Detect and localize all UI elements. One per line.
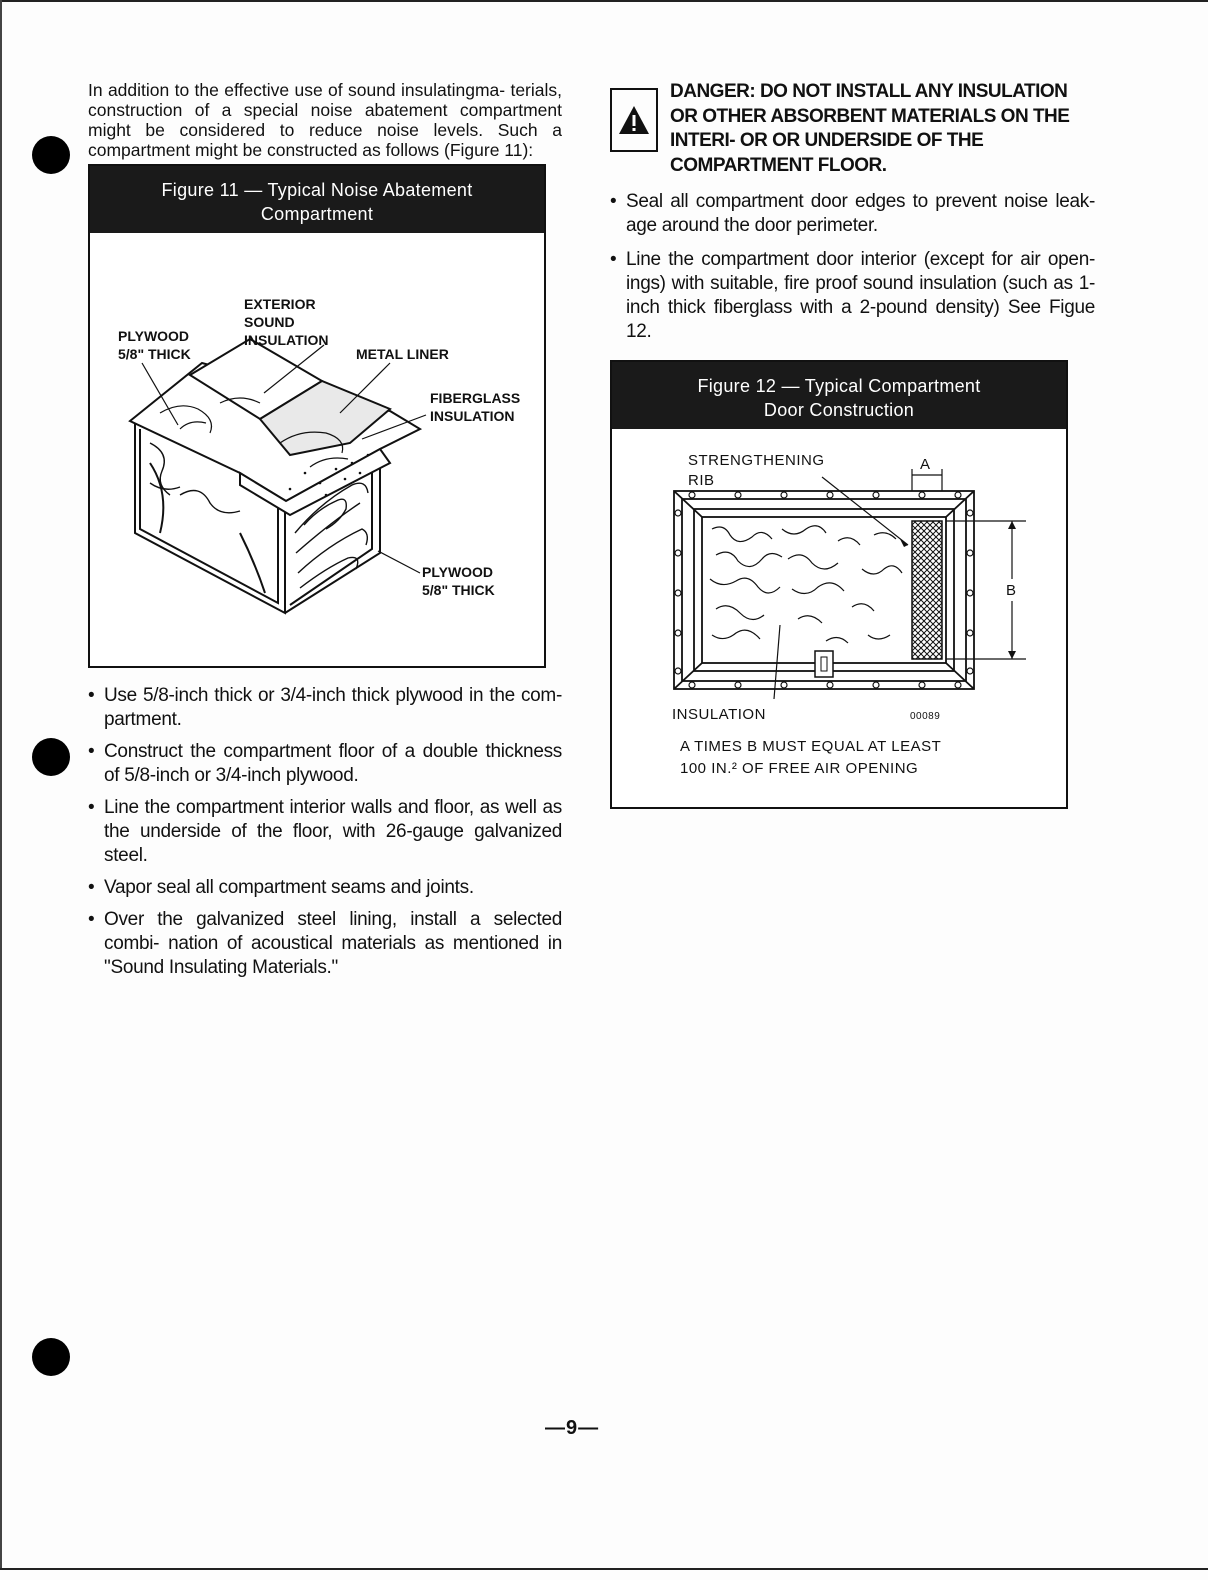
danger-text: DANGER: DO NOT INSTALL ANY INSULATION OR OTHER ABSORBENT MATERIALS ON THE INTERI- OR OR UNDERSIDE OF THE COMPARTMENT FLOOR.: [670, 81, 1070, 176]
list-item: • Line the compartment door interior (except for air open- ings) with suitable, fire proof sound insulation (such as 1- inch thick fiberglass with a 2-pound density) See Figue 12.: [610, 248, 1095, 344]
scan-edge-left: [0, 0, 2, 1568]
note-line2: 100 IN.² OF FREE AIR OPENING: [680, 760, 919, 777]
compartment-illustration: [90, 233, 540, 666]
right-column: [610, 80, 1095, 809]
label-insulation: INSULATION: [672, 706, 766, 723]
list-item: • Line the compartment interior walls and floor, as well as the underside of the floor, with 26-gauge galvanized steel.: [88, 796, 562, 868]
figure-11-title: [90, 166, 544, 233]
intro-paragraph: In addition to the effective use of sound insulatingma- terials, construction of a special noise abatement compartment might be considered to reduce noise levels. Such a compartment might be constructed as follows (Figure 11):: [88, 80, 562, 160]
label-metal-liner: METAL LINER: [356, 346, 449, 362]
label-plywood-bottom-line2: 5/8" THICK: [422, 582, 495, 598]
label-exterior-line2: SOUND: [244, 314, 295, 330]
figure-12-body: [612, 429, 1066, 807]
list-item: • Construct the compartment floor of a double thickness of 5/8-inch or 3/4-inch plywood.: [88, 740, 562, 788]
label-rib: RIB: [688, 472, 715, 489]
danger-notice: [610, 80, 1095, 178]
warning-triangle-icon: [610, 88, 658, 152]
label-fiberglass-line2: INSULATION: [430, 408, 515, 424]
figure-11: [88, 164, 546, 668]
figure-12: [610, 360, 1068, 809]
figure-12-title-line1: Figure 12 — Typical Compartment: [697, 376, 981, 396]
left-column: [88, 80, 562, 988]
label-plywood-bottom-line1: PLYWOOD: [422, 564, 494, 580]
scan-edge-top: [0, 0, 1208, 2]
punch-hole-bottom: [32, 1338, 70, 1376]
strengthening-rib: [912, 521, 942, 659]
figure-11-body: [90, 233, 544, 666]
right-bullet-list: [610, 190, 1095, 344]
page-number: —9—: [545, 1417, 600, 1439]
figure-12-title: [612, 362, 1066, 429]
label-fiberglass-line1: FIBERGLASS: [430, 390, 521, 406]
list-item: • Seal all compartment door edges to prevent noise leak- age around the door perimeter.: [610, 190, 1095, 238]
label-dimension-a: A: [920, 456, 931, 473]
figure-11-title-line1: Figure 11 — Typical Noise Abatement: [161, 180, 473, 200]
list-item: • Use 5/8-inch thick or 3/4-inch thick plywood in the com- partment.: [88, 684, 562, 732]
figure-12-title-line2: Door Construction: [763, 400, 915, 420]
label-dimension-b: B: [1006, 582, 1017, 599]
label-plywood-top-line1: PLYWOOD: [118, 328, 190, 344]
scan-edge-bottom: [0, 1568, 1208, 1570]
list-item: • Over the galvanized steel lining, install a selected combi- nation of acoustical materials as mentioned in "Sound Insulating Materials.": [88, 908, 562, 980]
label-exterior-line3: INSULATION: [244, 332, 329, 348]
label-plywood-top-line2: 5/8" THICK: [118, 346, 191, 362]
label-figure-code: 00089: [910, 711, 941, 722]
left-bullet-list: [88, 684, 562, 980]
note-line1: A TIMES B MUST EQUAL AT LEAST: [680, 738, 942, 755]
list-item: • Vapor seal all compartment seams and joints.: [88, 876, 562, 900]
label-strengthening: STRENGTHENING: [688, 452, 825, 469]
punch-hole-middle: [32, 738, 70, 776]
punch-hole-top: [32, 136, 70, 174]
figure-11-title-line2: Compartment: [260, 204, 374, 224]
door-illustration: [612, 429, 1066, 807]
label-exterior-line1: EXTERIOR: [244, 296, 316, 312]
